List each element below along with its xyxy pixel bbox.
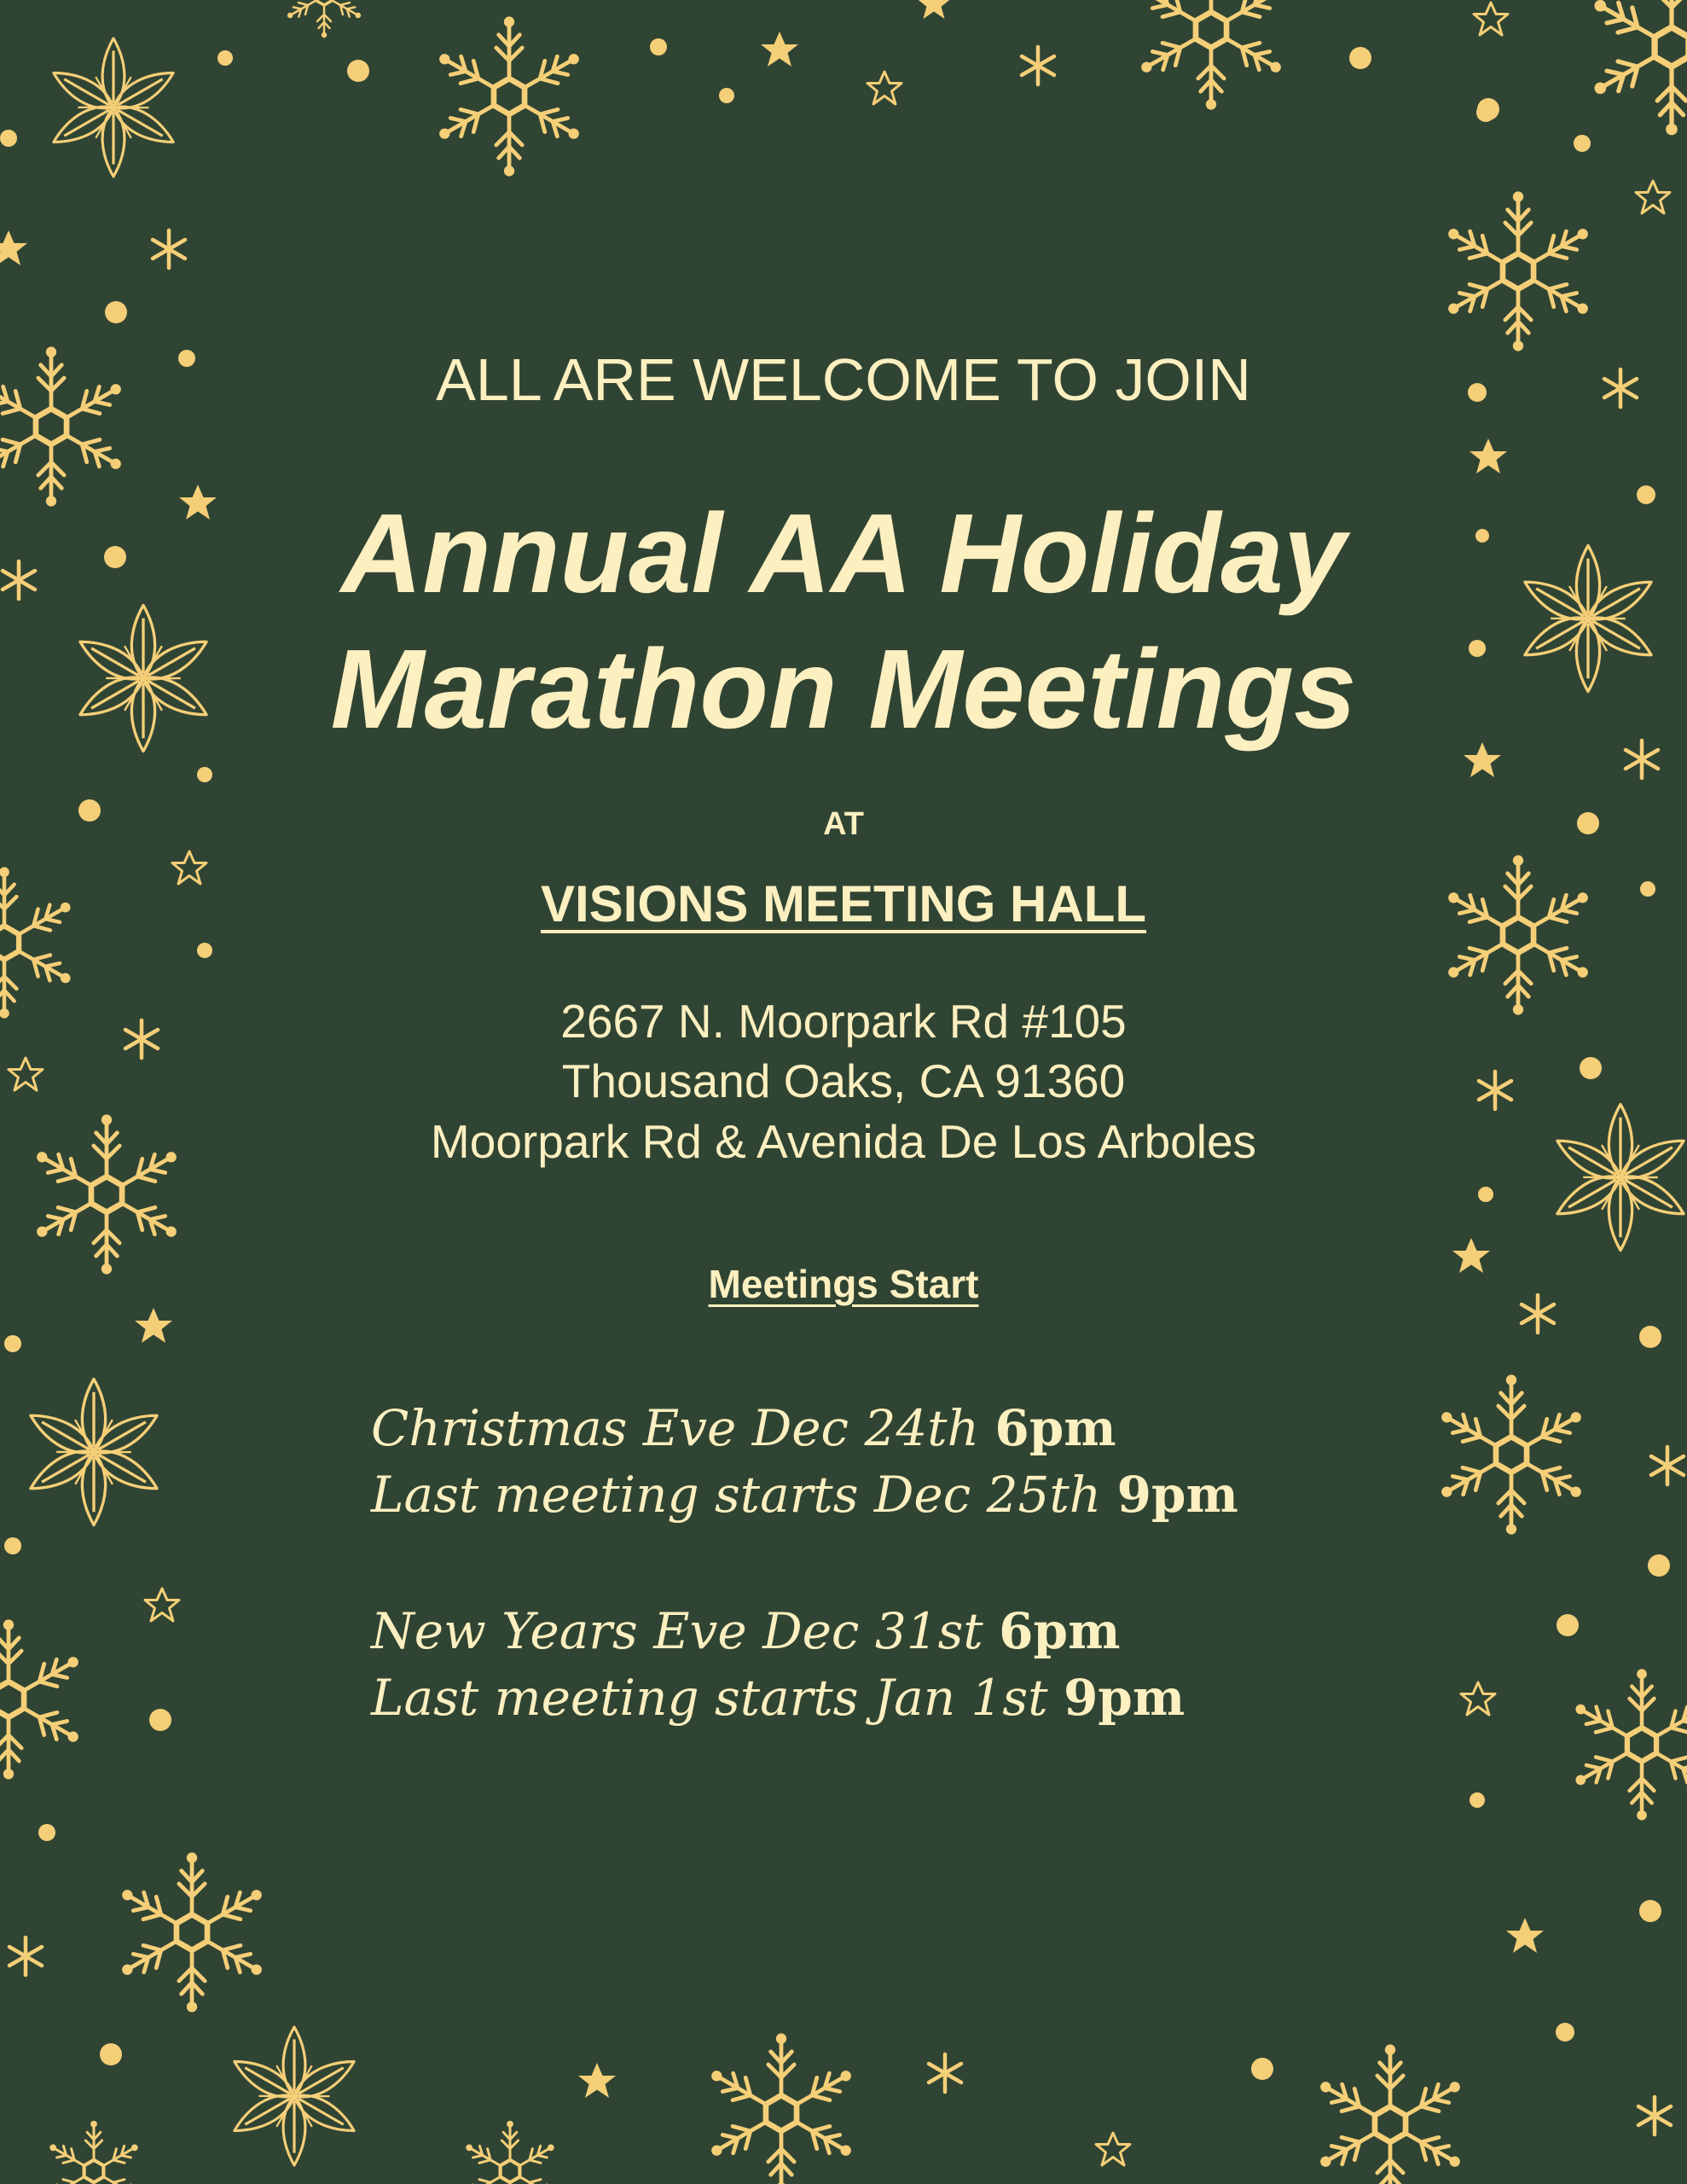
schedule-time: 9pm (1063, 1669, 1186, 1727)
address-line3: Moorpark Rd & Avenida De Los Arboles (430, 1115, 1257, 1168)
event-title-line1: Annual AA Holiday (340, 491, 1347, 616)
schedule-text: Last meeting starts Dec 25th (371, 1466, 1102, 1524)
schedule-text: Christmas Eve Dec 24th (371, 1399, 979, 1457)
at-label: AT (823, 806, 864, 842)
welcome-heading: ALL ARE WELCOME TO JOIN (436, 346, 1251, 413)
schedule-time: 6pm (999, 1602, 1121, 1660)
schedule-line (371, 1399, 1116, 1457)
schedule-line (371, 1602, 1121, 1660)
schedule-line (371, 1466, 1238, 1524)
venue-name (0, 874, 1687, 933)
schedule-text: New Years Eve Dec 31st (371, 1602, 983, 1660)
address-line1: 2667 N. Moorpark Rd #105 (560, 995, 1127, 1048)
schedule-time: 6pm (994, 1399, 1116, 1457)
schedule-time: 9pm (1116, 1466, 1238, 1524)
meetings-heading-text: Meetings Start (708, 1262, 979, 1306)
meetings-heading (0, 1261, 1687, 1307)
schedule-text: Last meeting starts Jan 1st (371, 1669, 1048, 1727)
schedule-line (371, 1669, 1186, 1727)
address-line2: Thousand Oaks, CA 91360 (561, 1054, 1126, 1107)
event-title-line2: Marathon Meetings (330, 626, 1357, 752)
venue-name-text: VISIONS MEETING HALL (540, 875, 1147, 932)
